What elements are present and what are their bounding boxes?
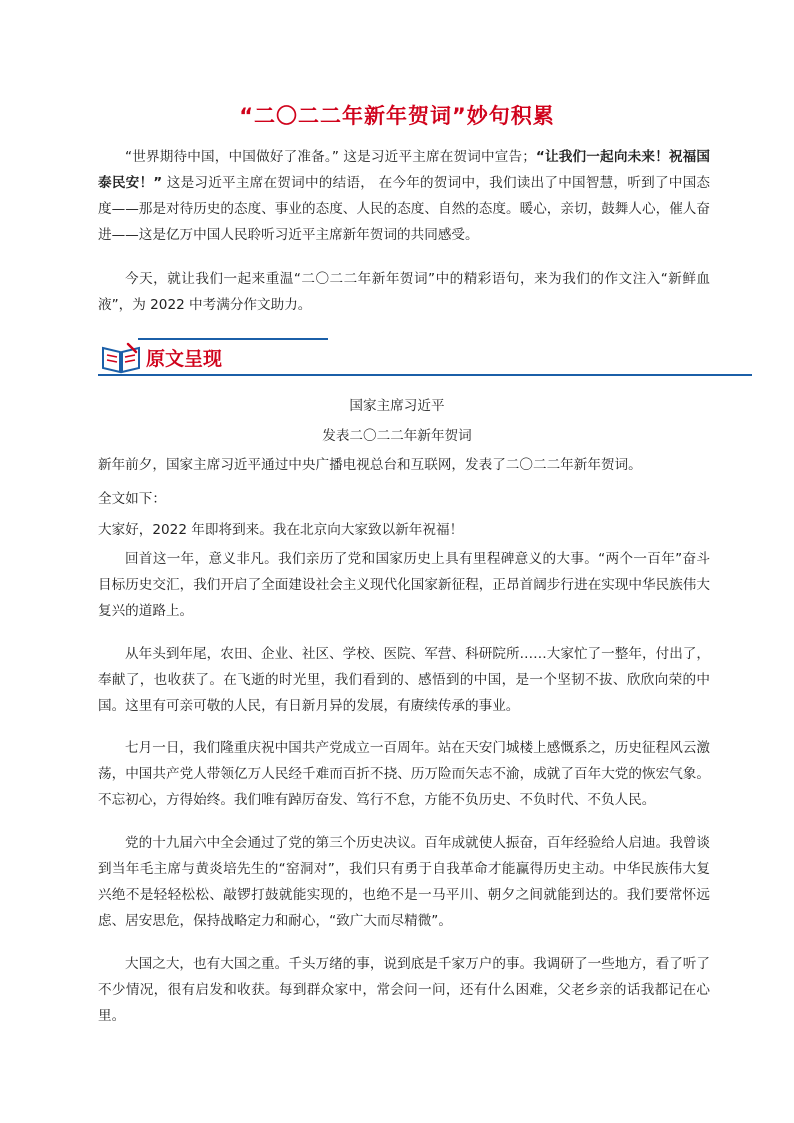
speech-paragraph: 全文如下： (98, 491, 166, 507)
speech-paragraph: 大家好，2022 年即将到来。我在北京向大家致以新年祝福！ (98, 522, 464, 538)
intro-quote-2: “让我们一起向未来！祝福国泰民安！” (98, 149, 710, 191)
speech-subtitle: 发表二〇二二年新年贺词 (322, 428, 472, 444)
speech-speaker: 国家主席习近平 (349, 398, 445, 414)
open-book-icon (100, 340, 142, 376)
speech-paragraph: 新年前夕，国家主席习近平通过中央广播电视总台和互联网，发表了二〇二二年新年贺词。 (98, 457, 642, 473)
intro-text-2: 这是习近平主席在贺词中的结语， 在今年的贺词中，我们读出了中国智慧，听到了中国态度——那是对待历史的态度、事业的态度、人民的态度、自然的态度。暖心，亲切，鼓舞人心，催人奋进——这是亿万中国人民聆听习近平主席新年贺词的共同感受。 (98, 175, 711, 243)
section-top-rule (138, 338, 328, 340)
speech-paragraph: 从年头到年尾，农田、企业、社区、学校、医院、军营、科研院所……大家忙了一整年，付出了，奉献了，也收获了。在飞逝的时光里，我们看到的、感悟到的中国，是一个坚韧不拔、欣欣向荣的中国。这里有可亲可敬的人民，有日新月异的发展，有赓续传承的事业。 (98, 646, 710, 714)
intro-paragraph-1 (98, 144, 710, 248)
section-rule (98, 374, 752, 376)
section-label: 原文呈现 (146, 348, 223, 370)
intro-quote-1: “世界期待中国，中国做好了准备。” (125, 149, 339, 165)
page-title: “二〇二二年新年贺词”妙句积累 (239, 104, 555, 128)
speech-paragraph: 党的十九届六中全会通过了党的第三个历史决议。百年成就使人振奋，百年经验给人启迪。我曾谈到当年毛主席与黄炎培先生的“窑洞对”，我们只有勇于自我革命才能赢得历史主动。中华民族伟大复兴绝不是轻轻松松、敲锣打鼓就能实现的，也绝不是一马平川、朝夕之间就能到达的。我们要常怀远虑、居安思危，保持战略定力和耐心，“致广大而尽精微”。 (98, 835, 710, 929)
intro-text-1: 这是习近平主席在贺词中宣告； (338, 149, 536, 165)
speech-paragraph: 大国之大，也有大国之重。千头万绪的事，说到底是千家万户的事。我调研了一些地方，看了听了不少情况，很有启发和收获。每到群众家中，常会问一问，还有什么困难，父老乡亲的话我都记在心里。 (98, 956, 710, 1024)
speech-paragraph: 七月一日，我们隆重庆祝中国共产党成立一百周年。站在天安门城楼上感慨系之，历史征程风云激荡，中国共产党人带领亿万人民经千难而百折不挠、历万险而矢志不渝，成就了百年大党的恢宏气象。不忘初心，方得始终。我们唯有踔厉奋发、笃行不怠，方能不负历史、不负时代、不负人民。 (98, 740, 710, 808)
speech-paragraph: 回首这一年，意义非凡。我们亲历了党和国家历史上具有里程碑意义的大事。“两个一百年”奋斗目标历史交汇，我们开启了全面建设社会主义现代化国家新征程，正昂首阔步行进在实现中华民族伟大复兴的道路上。 (98, 551, 710, 619)
intro-paragraph-2: 今天，就让我们一起来重温“二〇二二年新年贺词”中的精彩语句，来为我们的作文注入“新鲜血液”，为 2022 中考满分作文助力。 (98, 271, 710, 313)
section-header (98, 338, 752, 380)
